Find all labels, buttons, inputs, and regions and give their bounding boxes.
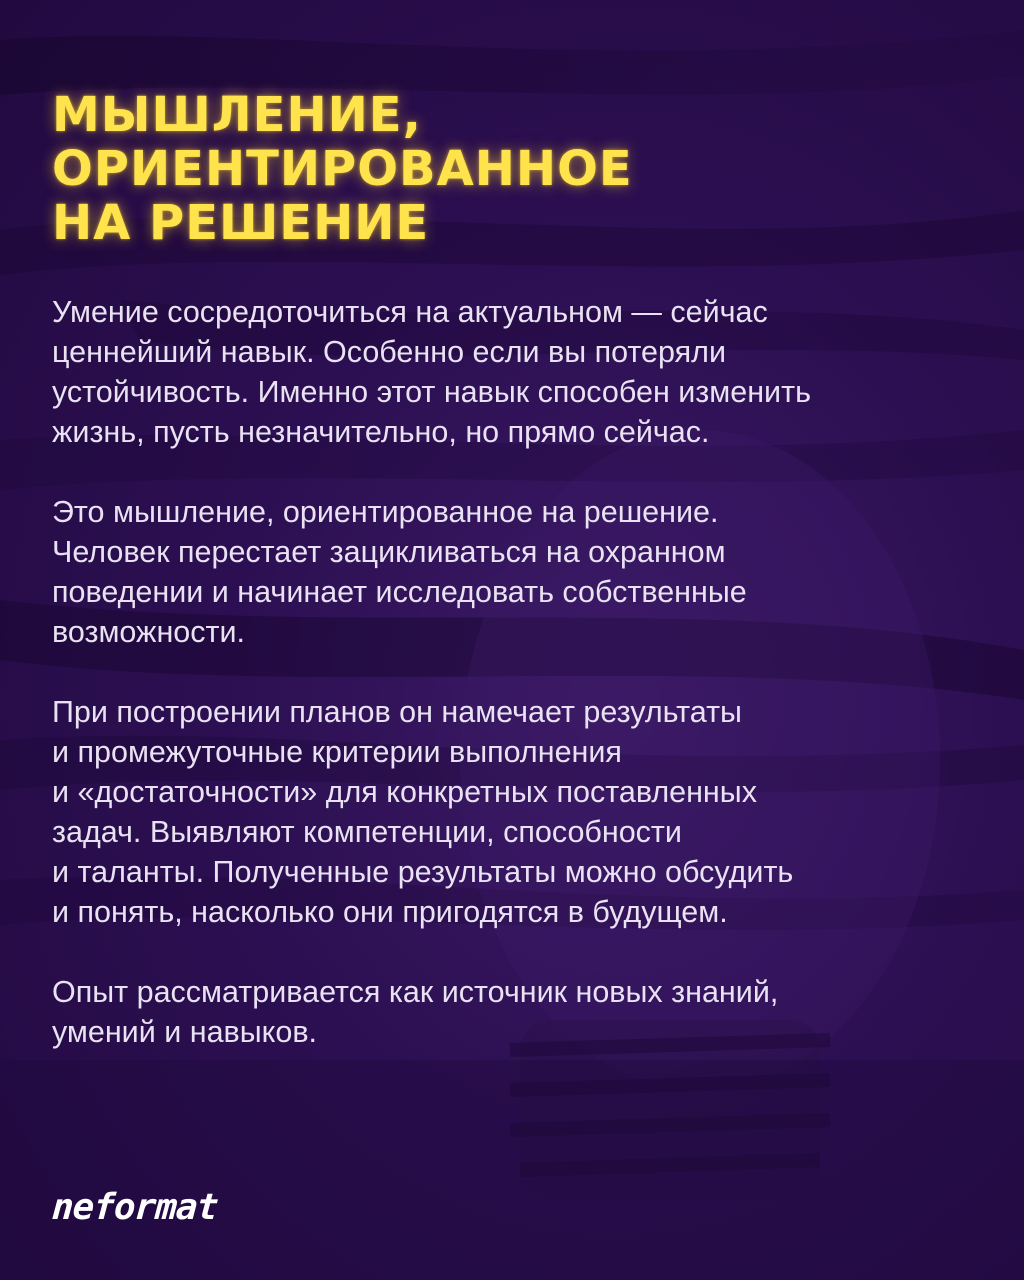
text-line: жизнь, пусть незначительно, но прямо сейчас.: [52, 415, 710, 449]
paragraph-4: [52, 972, 1002, 1052]
title-line: МЫШЛЕНИЕ,: [52, 87, 422, 143]
text-line: Человек перестает зацикливаться на охранном: [52, 535, 726, 569]
body-text: [52, 292, 1002, 1092]
text-line: и промежуточные критерии выполнения: [52, 735, 622, 769]
text-line: ценнейший навык. Особенно если вы потеряли: [52, 335, 726, 369]
text-line: и понять, насколько они пригодятся в будущем.: [52, 895, 728, 929]
text-line: устойчивость. Именно этот навык способен изменить: [52, 375, 811, 409]
paragraph-1: [52, 292, 1002, 452]
text-line: умений и навыков.: [52, 1015, 317, 1049]
text-line: Опыт рассматривается как источник новых знаний,: [52, 975, 779, 1009]
text-line: Это мышление, ориентированное на решение.: [52, 495, 719, 529]
page-title: [52, 88, 952, 250]
text-line: и «достаточности» для конкретных поставленных: [52, 775, 757, 809]
paragraph-3: [52, 692, 1002, 932]
brand-logo: neformat: [50, 1187, 219, 1228]
text-line: возможности.: [52, 615, 245, 649]
title-line: НА РЕШЕНИЕ: [52, 195, 430, 251]
text-line: Умение сосредоточиться на актуальном — сейчас: [52, 295, 768, 329]
paragraph-2: [52, 492, 1002, 652]
title-line: ОРИЕНТИРОВАННОЕ: [52, 141, 633, 197]
text-line: задач. Выявляют компетенции, способности: [52, 815, 682, 849]
text-line: При построении планов он намечает результаты: [52, 695, 742, 729]
text-line: поведении и начинает исследовать собственные: [52, 575, 747, 609]
text-line: и таланты. Полученные результаты можно обсудить: [52, 855, 794, 889]
